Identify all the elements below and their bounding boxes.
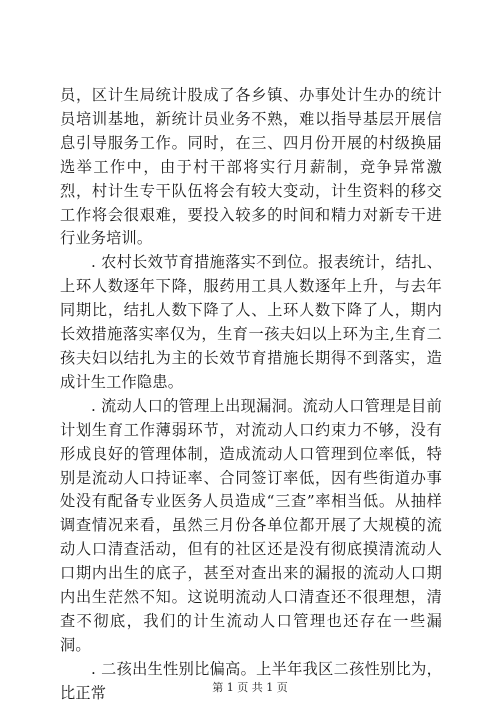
paragraph-floating-population: . 流动人口的管理上出现漏洞。流动人口管理是目前计划生育工作薄弱环节，对流动人口约束力不够，没有形成良好的管理体制，造成流动人口管理到位率低，特别是流动人口持证率、合同签订率低，因有些街道办事处没有配备专业医务人员造成“三查”率相当低。从抽样调查情况来看，虽然三月份各单位都开展了大规模的流动人口清查活动，但有的社区还是没有彻底摸清流动人口期内出生的底子，甚至对查出来的漏报的流动人口期内出生茫然不知。这说明流动人口清查还不很理想，清查不彻底，我们的计生流动人口管理也还存在一些漏洞。 <box>60 396 442 654</box>
paragraph-training: 员，区计生局统计股成了各乡镇、办事处计生办的统计员培训基地，新统计员业务不熟，难以指导基层开展信息引导服务工作。同时，在三、四月份开展的村级换届选举工作中，由于村干部将实行月薪制，竞争异常激烈，村计生专干队伍将会有较大变动，计生资料的移交工作将会很艰难，要投入较多的时间和精力对新专干进行业务培训。 <box>60 86 442 248</box>
paragraph-sex-ratio: . 二孩出生性别比偏高。上半年我区二孩性别比为，比正常 <box>60 659 442 702</box>
page-number-footer: 第 1 页 共 1 页 <box>212 681 288 694</box>
document-body <box>60 84 442 706</box>
paragraph-contraception: . 农村长效节育措施落实不到位。报表统计，结扎、上环人数逐年下降，服药用工具人数逐年上升，与去年同期比，结扎人数下降了人、上环人数下降了人，期内长效措施落实率仅为，生育一孩夫妇以上环为主,生育二孩夫妇以结扎为主的长效节育措施长期得不到落实，造成计生工作隐患。 <box>60 253 442 391</box>
